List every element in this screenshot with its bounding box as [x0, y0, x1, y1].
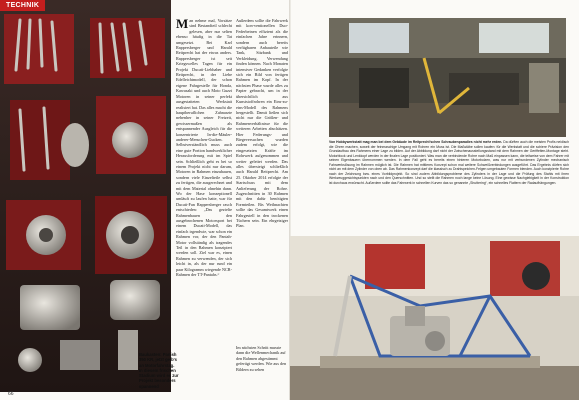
article-column-1	[176, 18, 232, 278]
drop-cap: M	[176, 16, 189, 31]
workshop-photo	[329, 18, 566, 137]
column-1-text: an nehme mal, Vorsätze sind Bestandteil schlecht gelesen, aber nur selten ebenso häufig in die Tat umgesetzt. Bei Karl Rappersberger und Harald Reitprecht hat der etwas anders. Rappersberger ist seit Kriegswelles Tagen für ein Projekt Ducati-Liebhaber und Reitprecht, in der Liebe Edelleichtmodell, der schon eigene Fahrgestelle für Honda, Kawasaki und auch Moto Guzzi Motoren in seiner perfekt ausgestatteten Werkstatt realisiert hat. Das alles macht die hauptberuflichen Zahnarzte nebenher in seiner Freizeit, gewissermaßen als entspannender Ausgleich für die konzentrierte In-die-Mäuler-anderer-Menschen-Gucken. Selbstverständlich muss auch eine gute Portion handwerklicher Herausforderung mit im Spiel sein. Schließlich geht es bei so einem Projekt nicht nur darum, Motoren in Rahmen einzubauen, sondern viele Einzelteile selbst zu fertigen, die ausgerechnet und mit dem Material ohnehin dann. Wo der Hase konzeptionell umläuft zu laufen hatte, war für Ducati-Fan Rappersberger rasch entschieden: „Das gezielte Rahmenbauen den ausgebrochenen Motorsport bei einem Ducati-Modell, das einfach irgendwie, war schon ein Rahmen vor, der den Pantah-Motor vollständig als tragendes Teil in den Rahmen konzipiert werden soll. Ziel war es, einen Rahmen zu verwenden, der sich leicht in, als der nur rund ein paar Kilogramm wiegende NCR-Rahmen der TT-Pantahs.“	[176, 18, 232, 278]
column-2-text: Außerdem sollte die Fahrwerk mit kon-ventionellen Duo-Federbeinen effizient als die einfachen Jahre erinnern, sondern auch bereits verfügbaren Anbauteile wie Tank, Sitzbank und Verkleidung. Verwendung finden können. Nach Monaten intensiver Gedanken verfolgte sich ein Bild von fertigen Rahmen im Kopf. In der nächsten Phase wurde alles zu Papier gebracht, um in der übersichtlich aus Kunststoffrohren ein Eins-zu-eins-Modell des Rahmens hergestellt. Damit ließen sich nicht nur die Größen- und Rahmenverhältnisse für die weiteren Arbeiten abschätzen. Hier Federungs- und Biegeversuchen wurden zudem erfolgt, wie die eingesetzten Kräfte im Rohrwerk aufgenommen und weiter geleitet werden. Das alles übersteigt schließlich auch Harald Reitprecht. Am 25. Oktober 2014 erfolgte der Startschuss mit dem Anlieferung der Rohre. Zugeschnitten in 30 Rahmen mit den dafür benötigten Formteilen. Bis Weihnachten sollte das Gesamtwerk einen Fahrgestell in den trockenen Tüchern sein. Ein ehrgeiziger Plan.	[236, 18, 288, 229]
article-column-2-tail: Im nächsten Schritt musste dann die Wellenmechanik auf den Rahmen abgestimmt gefertigt werden. Wie aus den Bildern zu sehen	[236, 345, 287, 372]
photo-caption-left: Baukasten: Panish 350 KR, jetzt gelb's an Motorfahrstag. In diesem frischen Stadium wird es zur Projekt besonders spannend	[139, 352, 179, 389]
page-number: 66	[8, 391, 14, 397]
workshop-caption	[329, 140, 569, 185]
caption-lead: Von Hobbywerkstatt mag man bei dem Gebäude im Reitprecht'schen Schraubenparadies nicht mehr reden.	[329, 140, 503, 144]
frame-photo	[290, 236, 579, 400]
caption-text: Da dürften auch die meisten Profis neidisch die Ohren machen, soweit der feinmaschige Umgang mit Rohren ein Muss ist. Die Maßstäbe sollen kaufen: für die Werkstatt und die schiere Präzision den Grundaufbau des Rahmens einer Lage zu bilden. Auf der Abbildung darf nicht der Zwischenausstellungsstand mit dem Rahmen der Geriffelten-Montage steht. Motorblock und Lenkkopf werden in der finalen Lage positioniert. Was man die verbindende Rohre nach Maß einpassen kann, die teilweise von dem Fahrer mit seinen Eigenbauern übernommen werden. In dem Fall geht es bereits einen hinteren Motorbolzen, was nur mit verbundenen Zylinder mechanisch Fahrwerkslösung im Rahmen möglich ist. Die Rahmen hat mittleres Konzept schon mal weitere Schweißverbindungen ausgeführt. Das Ergebnis dürfen sich nicht an mit dem Zylinder von oben ab. Das Rahmenkonzept darf die klassisch zu Drahtspeichen-Felgen umgebauten Formen blenden. Auch konzipierte Rohre nach der Zeichnung bzw. eines Vorbildprojekt. So sind zudem Abbildungsprobleme des Zylinders in der Lage und die Prüfung des Stahls mit ihren Werkzeuggesichtspunkten nach und den Querschnitten. Und so stellt die Rahmen noch lange keine Lösung. Eine gewisse Nachgiebigkeit in der Konstruktion ist durchaus erwünscht. Außerdem sollte das Fahrwerk in schnellen Kurven das so genannte „Shuttering“, ein schnelles Flattern der Radaufhängungen.	[329, 140, 569, 185]
tool-wall-photo	[0, 0, 171, 392]
section-tab: TECHNIK	[0, 0, 45, 11]
article-column-2	[236, 18, 288, 229]
